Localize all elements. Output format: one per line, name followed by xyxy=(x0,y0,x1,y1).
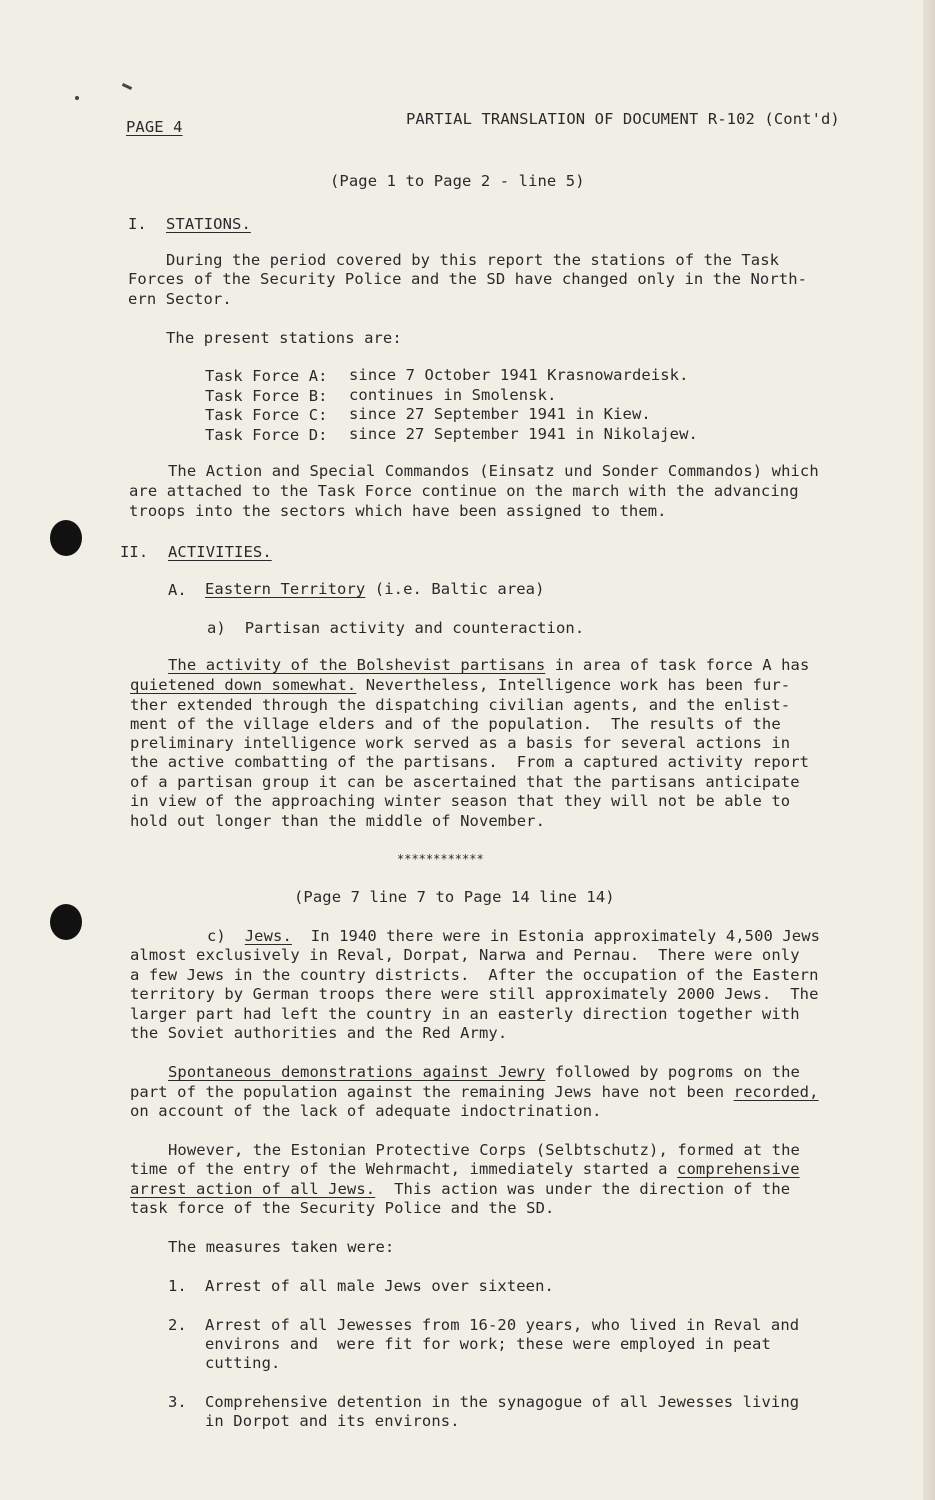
paragraph-line xyxy=(130,1083,819,1103)
section-number: II. xyxy=(120,543,149,561)
text-run: In 1940 there were in Estonia approximately 4,500 Jews xyxy=(291,927,821,945)
list-number: 1. xyxy=(168,1277,187,1295)
section-title: ACTIVITIES. xyxy=(168,543,272,561)
ink-speck xyxy=(122,83,132,90)
paragraph-line: troops into the sectors which have been assigned to them. xyxy=(129,502,667,520)
list-item-line: environs and were fit for work; these were employed in peat xyxy=(205,1335,771,1353)
list-item-line: in Dorpot and its environs. xyxy=(205,1412,460,1430)
paragraph-line: During the period covered by this report the stations of the Task xyxy=(166,251,780,269)
paragraph-line: ther extended through the dispatching civilian agents, and the enlist- xyxy=(130,696,791,714)
text-run: in area of task force A has xyxy=(545,656,810,674)
station-place: since 27 September 1941 in Kiew. xyxy=(349,405,651,423)
paragraph-line: The present stations are: xyxy=(166,329,402,347)
text-run: This action was under the direction of the xyxy=(375,1180,791,1198)
text-run: Nevertheless, Intelligence work has been fur- xyxy=(356,676,791,694)
page-edge xyxy=(923,0,935,1500)
item-heading: a) Partisan activity and counteraction. xyxy=(207,619,585,637)
underlined-text: comprehensive xyxy=(677,1160,800,1178)
station-name: Task Force A: xyxy=(205,367,328,385)
list-item-line: Arrest of all male Jews over sixteen. xyxy=(205,1277,554,1295)
station-place: continues in Smolensk. xyxy=(349,386,557,404)
station-name: Task Force C: xyxy=(205,406,328,424)
subsection-title xyxy=(205,580,545,600)
paragraph-line: almost exclusively in Reval, Dorpat, Narwa and Pernau. There were only xyxy=(130,946,800,964)
punch-hole xyxy=(50,520,82,556)
paragraph-line: Forces of the Security Police and the SD have changed only in the North- xyxy=(128,270,808,288)
paragraph-line: ern Sector. xyxy=(128,290,232,308)
paragraph-line xyxy=(130,1160,800,1180)
underlined-text: quietened down somewhat. xyxy=(130,676,357,694)
station-name: Task Force B: xyxy=(205,387,328,405)
subsection-label: A. xyxy=(168,581,187,599)
ink-speck xyxy=(75,96,79,100)
separator: ************ xyxy=(397,852,484,866)
paragraph-line: the Soviet authorities and the Red Army. xyxy=(130,1024,508,1042)
paragraph-line: preliminary intelligence work served as a basis for several actions in xyxy=(130,734,791,752)
subsection-title-underlined: Eastern Territory xyxy=(205,580,366,598)
paragraph-line: The measures taken were: xyxy=(168,1238,395,1256)
paragraph-line xyxy=(168,1063,800,1083)
underlined-text: Spontaneous demonstrations against Jewry xyxy=(168,1063,546,1081)
item-label: c) xyxy=(207,927,226,945)
paragraph-line xyxy=(207,927,820,947)
paragraph-line: However, the Estonian Protective Corps (Selbtschutz), formed at the xyxy=(168,1141,800,1159)
text-run: part of the population against the remaining Jews have not been xyxy=(130,1083,734,1101)
underlined-text: arrest action of all Jews. xyxy=(130,1180,376,1198)
text-run: time of the entry of the Wehrmacht, immediately started a xyxy=(130,1160,678,1178)
station-place: since 27 September 1941 in Nikolajew. xyxy=(349,425,698,443)
paragraph-line: task force of the Security Police and the SD. xyxy=(130,1199,555,1217)
paragraph-line xyxy=(130,1180,790,1200)
paragraph-line xyxy=(168,656,809,676)
station-place: since 7 October 1941 Krasnowardeisk. xyxy=(349,366,689,384)
item-title: Jews. xyxy=(244,927,292,945)
list-number: 2. xyxy=(168,1316,187,1334)
paragraph-line: The Action and Special Commandos (Einsatz und Sonder Commandos) which xyxy=(168,462,819,480)
paragraph-line: a few Jews in the country districts. After the occupation of the Eastern xyxy=(130,966,819,984)
paragraph-line: hold out longer than the middle of November. xyxy=(130,812,545,830)
section-title: STATIONS. xyxy=(166,215,251,233)
text-run: followed by pogroms on the xyxy=(545,1063,800,1081)
page-label: PAGE 4 xyxy=(126,118,183,136)
page-reference: (Page 1 to Page 2 - line 5) xyxy=(330,172,585,190)
paragraph-line: larger part had left the country in an easterly direction together with xyxy=(130,1005,800,1023)
list-item-line: cutting. xyxy=(205,1354,281,1372)
paragraph-line: are attached to the Task Force continue on the march with the advancing xyxy=(129,482,799,500)
paragraph-line xyxy=(130,676,790,696)
underlined-text: recorded, xyxy=(733,1083,819,1101)
subsection-title-rest: (i.e. Baltic area) xyxy=(365,580,545,598)
list-item-line: Arrest of all Jewesses from 16-20 years, who lived in Reval and xyxy=(205,1316,800,1334)
paragraph-line: territory by German troops there were still approximately 2000 Jews. The xyxy=(130,985,819,1003)
paragraph-line: of a partisan group it can be ascertained that the partisans anticipate xyxy=(130,773,800,791)
punch-hole xyxy=(50,904,82,940)
list-item-line: Comprehensive detention in the synagogue of all Jewesses living xyxy=(205,1393,800,1411)
section-number: I. xyxy=(128,215,147,233)
station-name: Task Force D: xyxy=(205,426,328,444)
underlined-text: The activity of the Bolshevist partisans xyxy=(168,656,546,674)
paragraph-line: ment of the village elders and of the population. The results of the xyxy=(130,715,781,733)
page-reference: (Page 7 line 7 to Page 14 line 14) xyxy=(294,888,615,906)
document-title: PARTIAL TRANSLATION OF DOCUMENT R-102 (Cont'd) xyxy=(406,110,840,128)
paragraph-line: on account of the lack of adequate indoctrination. xyxy=(130,1102,602,1120)
list-number: 3. xyxy=(168,1393,187,1411)
paragraph-line: the active combatting of the partisans. From a captured activity report xyxy=(130,753,810,771)
paragraph-line: in view of the approaching winter season that they will not be able to xyxy=(130,792,791,810)
